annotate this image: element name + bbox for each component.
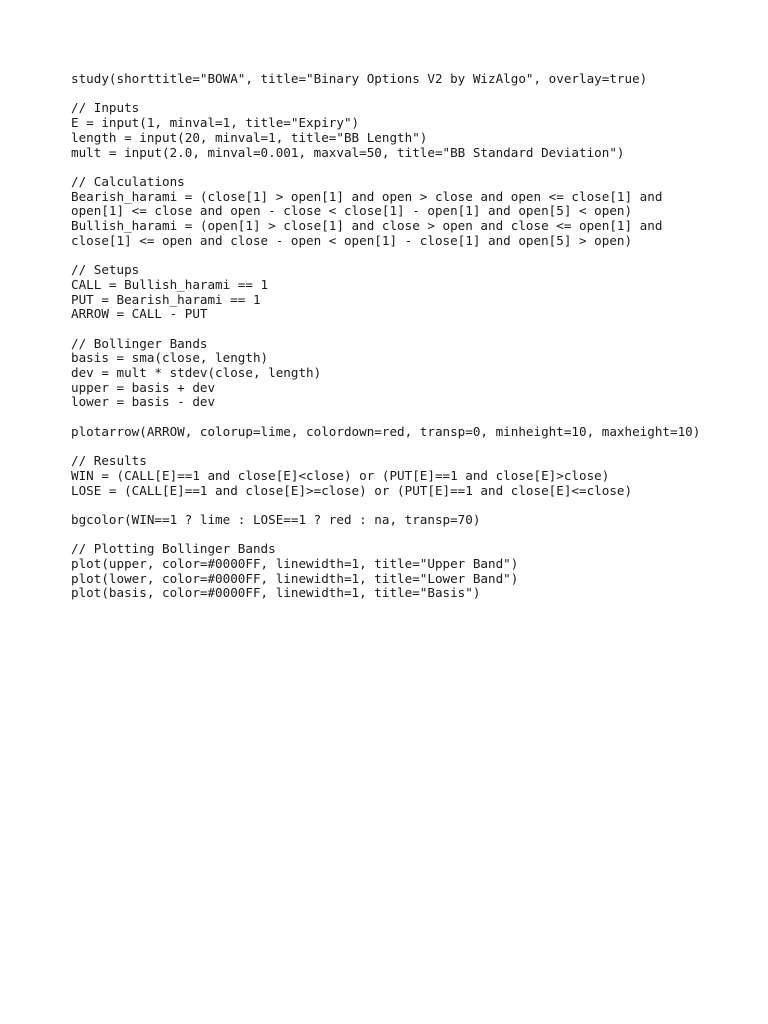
code-comment-line: // Plotting Bollinger Bands (71, 541, 276, 557)
code-comment-line: // Bollinger Bands (71, 335, 208, 351)
blank-line (71, 160, 761, 175)
code-line: E = input(1, minval=1, title="Expiry") (71, 115, 360, 131)
blank-line (71, 322, 761, 337)
code-line: dev = mult * stdev(close, length) (71, 365, 322, 380)
blank-line (71, 410, 761, 425)
code-line: LOSE = (CALL[E]==1 and close[E]>=close) or (PUT[E]==1 and close[E]<=close) (71, 482, 633, 498)
code-comment-line: // Inputs (71, 100, 140, 116)
code-comment-line: // Calculations (71, 173, 185, 189)
code-comment-line: // Results (71, 453, 147, 469)
code-line: ARROW = CALL - PUT (71, 306, 208, 322)
code-line: plot(lower, color=#0000FF, linewidth=1, title="Lower Band") (71, 570, 519, 586)
blank-line (71, 87, 761, 102)
code-line: plot(upper, color=#0000FF, linewidth=1, title="Upper Band") (71, 556, 519, 572)
code-line: WIN = (CALL[E]==1 and close[E]<close) or (PUT[E]==1 and close[E]>close) (71, 467, 610, 483)
code-line: open[1] <= close and open - close < close[1] - open[1] and open[5] < open) (71, 203, 633, 219)
code-line: basis = sma(close, length) (71, 350, 269, 366)
code-line: mult = input(2.0, minval=0.001, maxval=50, title="BB Standard Deviation") (71, 144, 625, 160)
code-line: bgcolor(WIN==1 ? lime : LOSE==1 ? red : na, transp=70) (71, 511, 481, 527)
blank-line (71, 440, 761, 455)
code-line: CALL = Bullish_harami == 1 (71, 276, 269, 292)
code-line: PUT = Bearish_harami == 1 (71, 291, 261, 307)
code-line: close[1] <= open and close - open < open[1] - close[1] and open[5] > open) (71, 232, 633, 248)
code-line: Bearish_harami = (close[1] > open[1] and open > close and open <= close[1] and (71, 188, 663, 204)
code-line: study(shorttitle="BOWA", title="Binary Options V2 by WizAlgo", overlay=true) (71, 71, 648, 86)
blank-line (71, 528, 761, 543)
code-listing (71, 72, 761, 601)
code-line: plotarrow(ARROW, colorup=lime, colordown=red, transp=0, minheight=10, maxheight=10) (71, 423, 701, 439)
code-line: upper = basis + dev (71, 379, 216, 395)
code-line: plot(basis, color=#0000FF, linewidth=1, title="Basis") (71, 585, 481, 601)
blank-line (71, 498, 761, 513)
code-comment-line: // Setups (71, 262, 140, 278)
code-line: length = input(20, minval=1, title="BB Length") (71, 129, 428, 145)
code-line: lower = basis - dev (71, 394, 216, 410)
blank-line (71, 248, 761, 263)
code-line: Bullish_harami = (open[1] > close[1] and close > open and close <= open[1] and (71, 218, 663, 233)
